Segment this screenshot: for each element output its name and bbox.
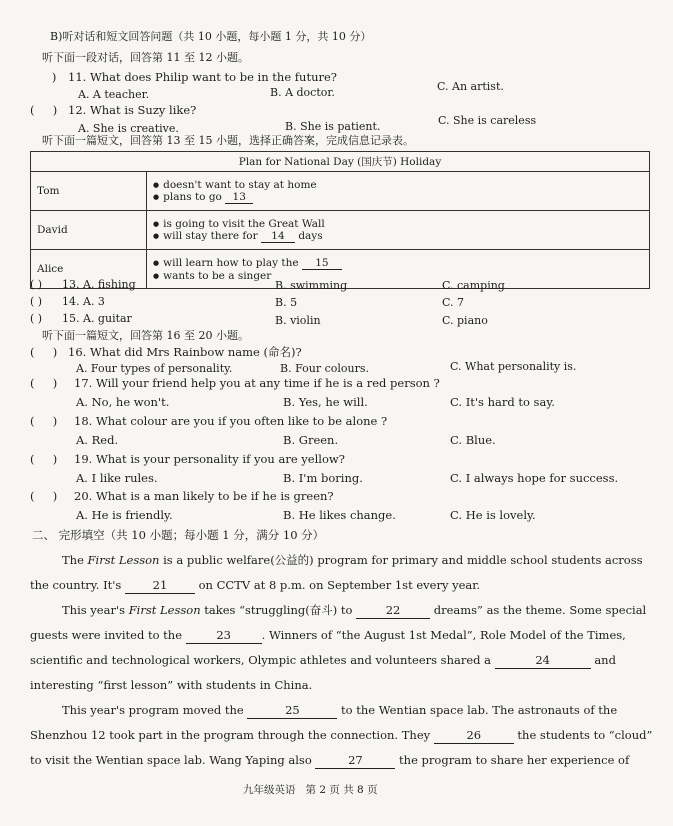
question-18-text: What colour are you if you often like to be alone ?: [95, 414, 388, 428]
plan-tom-line1: ● doesn't want to stay at home: [153, 179, 643, 191]
plan-name-david: David: [31, 211, 147, 250]
q11-option-a: A. A teacher.: [78, 88, 150, 101]
blank-14[interactable]: 14: [261, 230, 295, 243]
question-11: ) 11. What does Philip want to be in the future?: [30, 70, 337, 84]
blank-21[interactable]: 21: [125, 579, 195, 594]
question-18: ( ) 18. What colour are you if you often like to be alone ?: [30, 414, 388, 428]
para1-line2: the country. It's 21 on CCTV at 8 p.m. on September 1st every year.: [30, 578, 481, 592]
q13-option-a: A. fishing: [83, 278, 136, 291]
program-title: First Lesson: [87, 553, 160, 567]
page-footer: [243, 784, 378, 797]
blank-27[interactable]: 27: [315, 754, 395, 769]
q11-option-c: C. An artist.: [437, 80, 504, 93]
dialog-intro: 听下面一段对话，回答第 11 至 12 小题。: [42, 51, 249, 64]
q16-option-b: B. Four colours.: [280, 362, 369, 375]
passage2-intro: 听下面一篇短文，回答第 16 至 20 小题。: [42, 329, 249, 342]
plan-alice-line2: ● wants to be a singer: [153, 270, 643, 282]
q12-option-b: B. She is patient.: [285, 120, 381, 133]
q17-option-a: A. No, he won't.: [76, 395, 170, 409]
q14-option-a: A. 3: [83, 295, 105, 308]
q15-option-c: C. piano: [442, 314, 488, 327]
plan-name-tom: Tom: [31, 172, 147, 211]
question-20-text: What is a man likely to be if he is green?: [95, 489, 334, 503]
q11-option-b: B. A doctor.: [270, 86, 335, 99]
question-15: ( ) 15. A. guitar: [30, 312, 132, 325]
blank-23[interactable]: 23: [186, 629, 262, 644]
question-12: ( ) 12. What is Suzy like?: [30, 103, 197, 117]
program-title: First Lesson: [128, 603, 201, 617]
question-12-text: What is Suzy like?: [89, 103, 197, 117]
question-16: ( ) 16. What did Mrs Rainbow name (命名)?: [30, 345, 302, 359]
q13-option-b: B. swimming: [275, 279, 348, 292]
question-19-text: What is your personality if you are yellow?: [95, 452, 345, 466]
plan-david-line1: ● is going to visit the Great Wall: [153, 218, 643, 230]
q15-option-a: A. guitar: [83, 312, 132, 325]
q16-option-a: A. Four types of personality.: [76, 362, 233, 375]
q16-option-c: C. What personality is.: [450, 360, 577, 373]
q20-option-b: B. He likes change.: [283, 508, 396, 522]
blank-26[interactable]: 26: [434, 729, 514, 744]
passage1-intro: 听下面一篇短文，回答第 13 至 15 小题，选择正确答案，完成信息记录表。: [42, 134, 414, 147]
q20-option-a: A. He is friendly.: [76, 508, 173, 522]
plan-name-alice: Alice: [31, 250, 147, 289]
plan-tom-details: [147, 172, 650, 211]
blank-15[interactable]: 15: [302, 257, 342, 270]
blank-24[interactable]: 24: [495, 654, 591, 669]
plan-alice-line1: ● will learn how to play the 15: [153, 257, 643, 270]
plan-david-details: [147, 211, 650, 250]
section-b-header: B)听对话和短文回答问题（共 10 小题，每小题 1 分，共 10 分）: [50, 30, 372, 43]
q13-option-c: C. camping: [442, 279, 505, 292]
q15-option-b: B. violin: [275, 314, 321, 327]
plan-tom-line2: ● plans to go 13: [153, 191, 643, 204]
plan-table: [30, 151, 650, 289]
q12-option-a: A. She is creative.: [78, 122, 179, 135]
para3-line2: Shenzhou 12 took part in the program through the connection. They 26 the students to “cloud”: [30, 728, 653, 742]
blank-25[interactable]: 25: [247, 704, 337, 719]
q20-option-c: C. He is lovely.: [450, 508, 536, 522]
blank-13[interactable]: 13: [225, 191, 253, 204]
question-11-text: What does Philip want to be in the future?: [89, 70, 337, 84]
plan-title: Plan for National Day (国庆节) Holiday: [31, 152, 650, 172]
question-14: ( ) 14. A. 3: [30, 295, 105, 308]
question-16-text: What did Mrs Rainbow name (命名)?: [89, 345, 302, 359]
q17-option-b: B. Yes, he will.: [283, 395, 368, 409]
q18-option-b: B. Green.: [283, 433, 339, 447]
para2-line3: scientific and technological workers, Olympic athletes and volunteers shared a 24 and: [30, 653, 616, 667]
plan-alice-details: [147, 250, 650, 289]
para3-line3: to visit the Wentian space lab. Wang Yaping also 27 the program to share her experience of: [30, 753, 630, 767]
q19-option-b: B. I'm boring.: [283, 471, 363, 485]
q12-option-c: C. She is careless: [438, 114, 537, 127]
question-17-text: Will your friend help you at any time if he is a red person ?: [95, 376, 440, 390]
footer-subject: 九年级英语: [243, 784, 296, 796]
question-20: ( ) 20. What is a man likely to be if he is green?: [30, 489, 334, 503]
cloze-header: 二、 完形填空（共 10 小题；每小题 1 分，满分 10 分）: [32, 528, 325, 542]
para1-line1: The First Lesson is a public welfare(公益的) program for primary and middle school students across: [62, 553, 643, 567]
question-17: ( ) 17. Will your friend help you at any time if he is a red person ?: [30, 376, 440, 390]
para2-line2: guests were invited to the 23 . Winners of “the August 1st Medal”, Role Model of the Times,: [30, 628, 626, 642]
question-19: ( ) 19. What is your personality if you are yellow?: [30, 452, 345, 466]
q18-option-a: A. Red.: [76, 433, 119, 447]
para2-line1: This year's First Lesson takes “struggling(奋斗) to 22 dreams” as the theme. Some special: [62, 603, 647, 617]
para3-line1: This year's program moved the 25 to the Wentian space lab. The astronauts of the: [62, 703, 618, 717]
blank-22[interactable]: 22: [356, 604, 430, 619]
q14-option-c: C. 7: [442, 296, 465, 309]
para2-line4: interesting “first lesson” with students in China.: [30, 678, 313, 692]
q17-option-c: C. It's hard to say.: [450, 395, 555, 409]
plan-david-line2: ● will stay there for 14 days: [153, 230, 643, 243]
q19-option-c: C. I always hope for success.: [450, 471, 619, 485]
footer-page-number: 第 2 页 共 8 页: [305, 784, 378, 796]
q19-option-a: A. I like rules.: [76, 471, 158, 485]
question-13: ( ) 13. A. fishing: [30, 278, 136, 291]
q14-option-b: B. 5: [275, 296, 298, 309]
q18-option-c: C. Blue.: [450, 433, 496, 447]
